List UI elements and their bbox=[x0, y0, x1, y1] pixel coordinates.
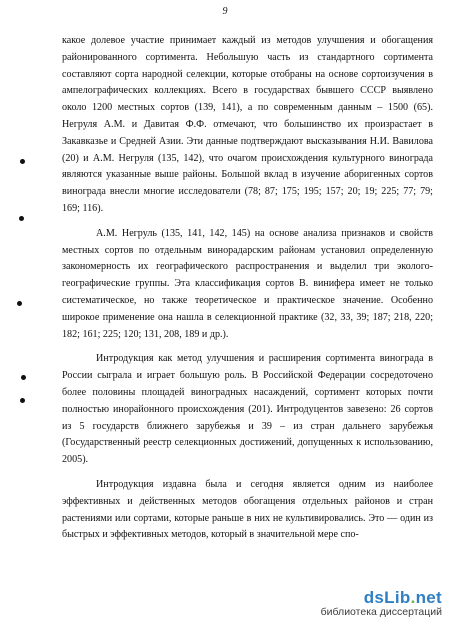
margin-dot-mark bbox=[17, 301, 22, 306]
paragraph: А.М. Негруль (135, 141, 142, 145) на основе анализа признаков и свойств местных сортов по отдельным винорадарским районам установил определенную закономерность их географического распространения и выделил три эколого-географические группы. Эта классификация сортов В. винифера имеет не только систематическое, но также теоретическое и практическое значение. Особенно широкое применение она нашла в селекционной практике (32, 33, 39; 187; 218, 220; 182; 161; 225; 120; 131, 208, 189 и др.). bbox=[62, 227, 433, 340]
dslib-watermark bbox=[321, 588, 442, 618]
body-text bbox=[62, 33, 433, 544]
paragraph: какое долевое участие принимает каждый из методов улучшения и обогащения районированного сортимента. Небольшую часть из стандартного сортимента составляют сорта народной селекции, которые отобраны на основе сортоизучения в ампелографических коллекциях. Всего в государствах бывшего СССР выявлено около 1200 местных сортов (139, 141), а по современным данным – 1500 (65). Негруля А.М. и Давитая Ф.Ф. отмечают, что большинство их произрастает в Закавказье и Средней Азии. Эти данные подтверждают высказывания Н.И. Вавилова (20) и А.М. Негруля (135, 142), что очагом происхождения культурного винограда являются указанные выше районы. Большой вклад в изучение аборигенных сортов винограда внесли многие исследователи (78; 87; 175; 195; 157; 20; 19; 225; 77; 79; 169; 116). bbox=[62, 35, 433, 214]
watermark-brand-tld: net bbox=[415, 588, 442, 607]
margin-dot-mark bbox=[21, 375, 26, 380]
paragraph: Интродукция издавна была и сегодня является одним из наиболее эффективных и действенных методов обогащения отдельных районов и стран растениями или сортами, которые раньше в них не культивировались. Это — один из быстрых и эффективных методов, который в значительной мере спо- bbox=[62, 478, 433, 541]
margin-dot-mark bbox=[20, 398, 25, 403]
margin-dot-mark bbox=[20, 159, 25, 164]
watermark-subtitle: библиотека диссертаций bbox=[320, 606, 442, 618]
page-number: 9 bbox=[222, 6, 228, 17]
watermark-brand-dot: . bbox=[410, 588, 416, 607]
margin-dot-mark bbox=[19, 216, 24, 221]
paragraph: Интродукция как метод улучшения и расширения сортимента винограда в России сыграла и играет большую роль. В Российской Федерации сосредоточено более половины площадей виноградных насаждений, сортимент которых почти полностью инорайонного происхождения (201). Интродуцентов завезено: 26 сортов из 5 государств ближнего зарубежья и 39 – из стран дальнего зарубежья (Государственный реестр селекционных достижений, допущенных к использованию, 2005). bbox=[62, 353, 433, 466]
watermark-brand-main: dsLib bbox=[363, 588, 411, 607]
watermark-brand bbox=[321, 588, 442, 608]
